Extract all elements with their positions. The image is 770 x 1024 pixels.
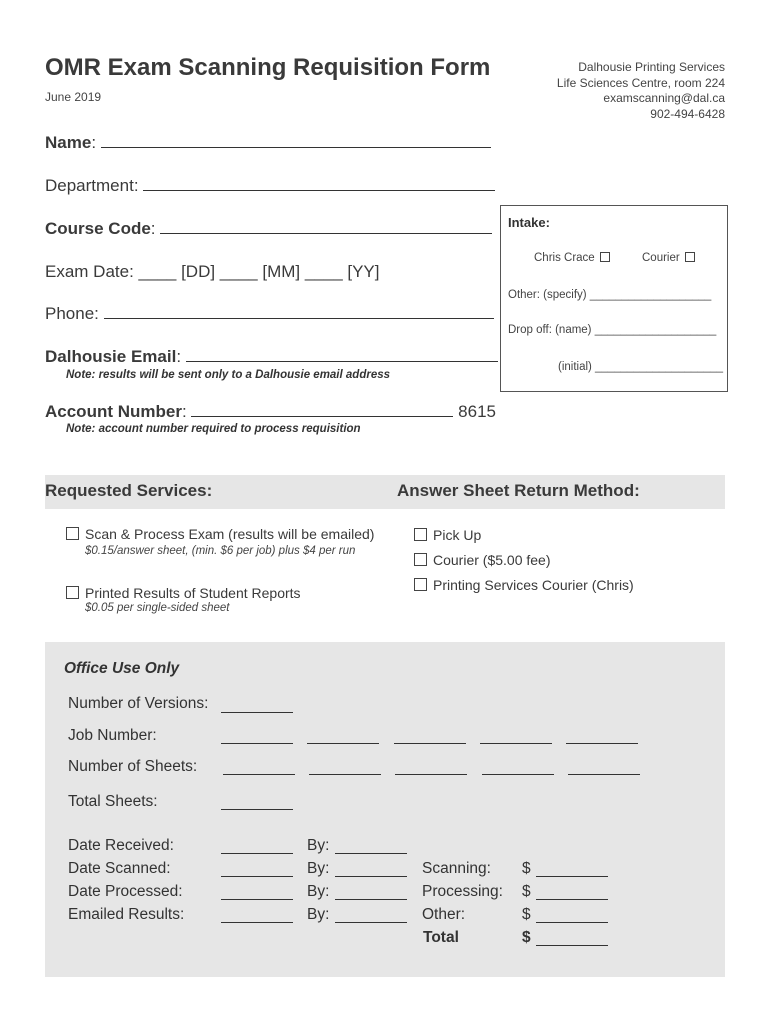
job-line-2[interactable] xyxy=(307,743,379,744)
checkbox-icon xyxy=(414,553,427,566)
scan-process-price: $0.15/answer sheet, (min. $6 per job) plus $4 per run xyxy=(85,545,356,557)
intake-title: Intake: xyxy=(508,215,550,230)
pickup-checkbox[interactable]: Pick Up xyxy=(414,527,481,543)
course-code-label: Course Code xyxy=(45,219,151,238)
scanned-line[interactable] xyxy=(221,876,293,877)
contact-address: Life Sciences Centre, room 224 xyxy=(556,75,725,90)
contact-phone: 902-494-6428 xyxy=(650,106,725,121)
sheets-line-5[interactable] xyxy=(568,774,640,775)
printing-courier-checkbox[interactable]: Printing Services Courier (Chris) xyxy=(414,577,634,593)
emailed-by-line[interactable] xyxy=(335,922,407,923)
courier-checkbox[interactable]: Courier ($5.00 fee) xyxy=(414,552,551,568)
processing-line[interactable] xyxy=(536,899,608,900)
form-date: June 2019 xyxy=(45,90,102,104)
job-line-4[interactable] xyxy=(480,743,552,744)
contact-block xyxy=(557,60,725,122)
office-use-section xyxy=(45,642,725,977)
contact-org: Dalhousie Printing Services xyxy=(578,60,725,74)
received-line[interactable] xyxy=(221,853,293,854)
other-dollar: $ xyxy=(522,906,531,923)
date-processed-label: Date Processed: xyxy=(68,883,183,900)
department-label: Department: xyxy=(45,176,139,195)
sheets-label: Number of Sheets: xyxy=(68,758,198,775)
scanning-label: Scanning: xyxy=(422,860,491,877)
name-label: Name xyxy=(45,133,92,152)
processing-dollar: $ xyxy=(522,883,531,900)
name-field[interactable]: Name: xyxy=(45,133,491,153)
requested-services-heading: Requested Services: xyxy=(45,481,213,500)
checkbox-icon xyxy=(414,578,427,591)
services-header-bar xyxy=(45,475,725,509)
received-by-line[interactable] xyxy=(335,853,407,854)
intake-chris-option[interactable]: Chris Crace xyxy=(534,252,610,264)
printed-results-price: $0.05 per single-sided sheet xyxy=(85,602,230,614)
versions-label: Number of Versions: xyxy=(68,695,209,712)
job-line-5[interactable] xyxy=(566,743,638,744)
total-sheets-label: Total Sheets: xyxy=(68,793,158,810)
other-label: Other: xyxy=(422,906,466,923)
scanned-by-line[interactable] xyxy=(335,876,407,877)
checkbox-icon xyxy=(414,528,427,541)
course-code-field[interactable]: Course Code: xyxy=(45,219,492,239)
sheets-line-2[interactable] xyxy=(309,774,381,775)
emailed-results-label: Emailed Results: xyxy=(68,906,185,923)
intake-dropoff-field[interactable]: Drop off: (name) ___________________ xyxy=(508,324,717,336)
total-dollar: $ xyxy=(522,929,531,946)
email-field[interactable]: Dalhousie Email: xyxy=(45,347,498,367)
contact-email: examscanning@dal.ca xyxy=(603,91,725,105)
intake-box xyxy=(500,205,728,392)
exam-date-field[interactable]: Exam Date: ____ [DD] ____ [MM] ____ [YY] xyxy=(45,262,380,281)
phone-label: Phone: xyxy=(45,304,99,323)
total-line[interactable] xyxy=(536,945,608,946)
processed-by-line[interactable] xyxy=(335,899,407,900)
department-field[interactable] xyxy=(45,176,495,196)
job-line-3[interactable] xyxy=(394,743,466,744)
page-title: OMR Exam Scanning Requisition Form xyxy=(45,54,491,81)
account-suffix: 8615 xyxy=(458,402,496,421)
processed-line[interactable] xyxy=(221,899,293,900)
office-use-title: Office Use Only xyxy=(64,660,180,677)
account-note: Note: account number required to process requisition xyxy=(66,423,361,435)
sheets-line-1[interactable] xyxy=(223,774,295,775)
emailed-by-label: By: xyxy=(307,906,330,923)
email-label: Dalhousie Email xyxy=(45,347,177,366)
account-number-label: Account Number xyxy=(45,402,182,421)
date-received-label: Date Received: xyxy=(68,837,174,854)
other-line[interactable] xyxy=(536,922,608,923)
job-line-1[interactable] xyxy=(221,743,293,744)
sheets-line-4[interactable] xyxy=(482,774,554,775)
return-method-heading: Answer Sheet Return Method: xyxy=(397,481,640,500)
scanning-dollar: $ xyxy=(522,860,531,877)
scanning-line[interactable] xyxy=(536,876,608,877)
sheets-line-3[interactable] xyxy=(395,774,467,775)
emailed-line[interactable] xyxy=(221,922,293,923)
intake-other-field[interactable]: Other: (specify) ___________________ xyxy=(508,289,712,301)
scanned-by-label: By: xyxy=(307,860,330,877)
total-sheets-line[interactable] xyxy=(221,809,293,810)
account-number-field[interactable]: Account Number: 8615 xyxy=(45,402,496,421)
received-by-label: By: xyxy=(307,837,330,854)
phone-field[interactable] xyxy=(45,304,494,324)
intake-initial-field[interactable]: (initial) ____________________ xyxy=(558,361,723,373)
job-number-label: Job Number: xyxy=(68,727,157,744)
date-scanned-label: Date Scanned: xyxy=(68,860,171,877)
total-label: Total xyxy=(423,929,459,946)
processing-label: Processing: xyxy=(422,883,503,900)
email-note: Note: results will be sent only to a Dalhousie email address xyxy=(66,369,391,381)
checkbox-icon xyxy=(66,586,79,599)
versions-line[interactable] xyxy=(221,712,293,713)
checkbox-icon xyxy=(66,527,79,540)
processed-by-label: By: xyxy=(307,883,330,900)
scan-process-checkbox[interactable]: Scan & Process Exam (results will be emailed) xyxy=(66,526,374,542)
intake-courier-option[interactable]: Courier xyxy=(642,252,695,264)
printed-results-checkbox[interactable]: Printed Results of Student Reports xyxy=(66,585,301,601)
